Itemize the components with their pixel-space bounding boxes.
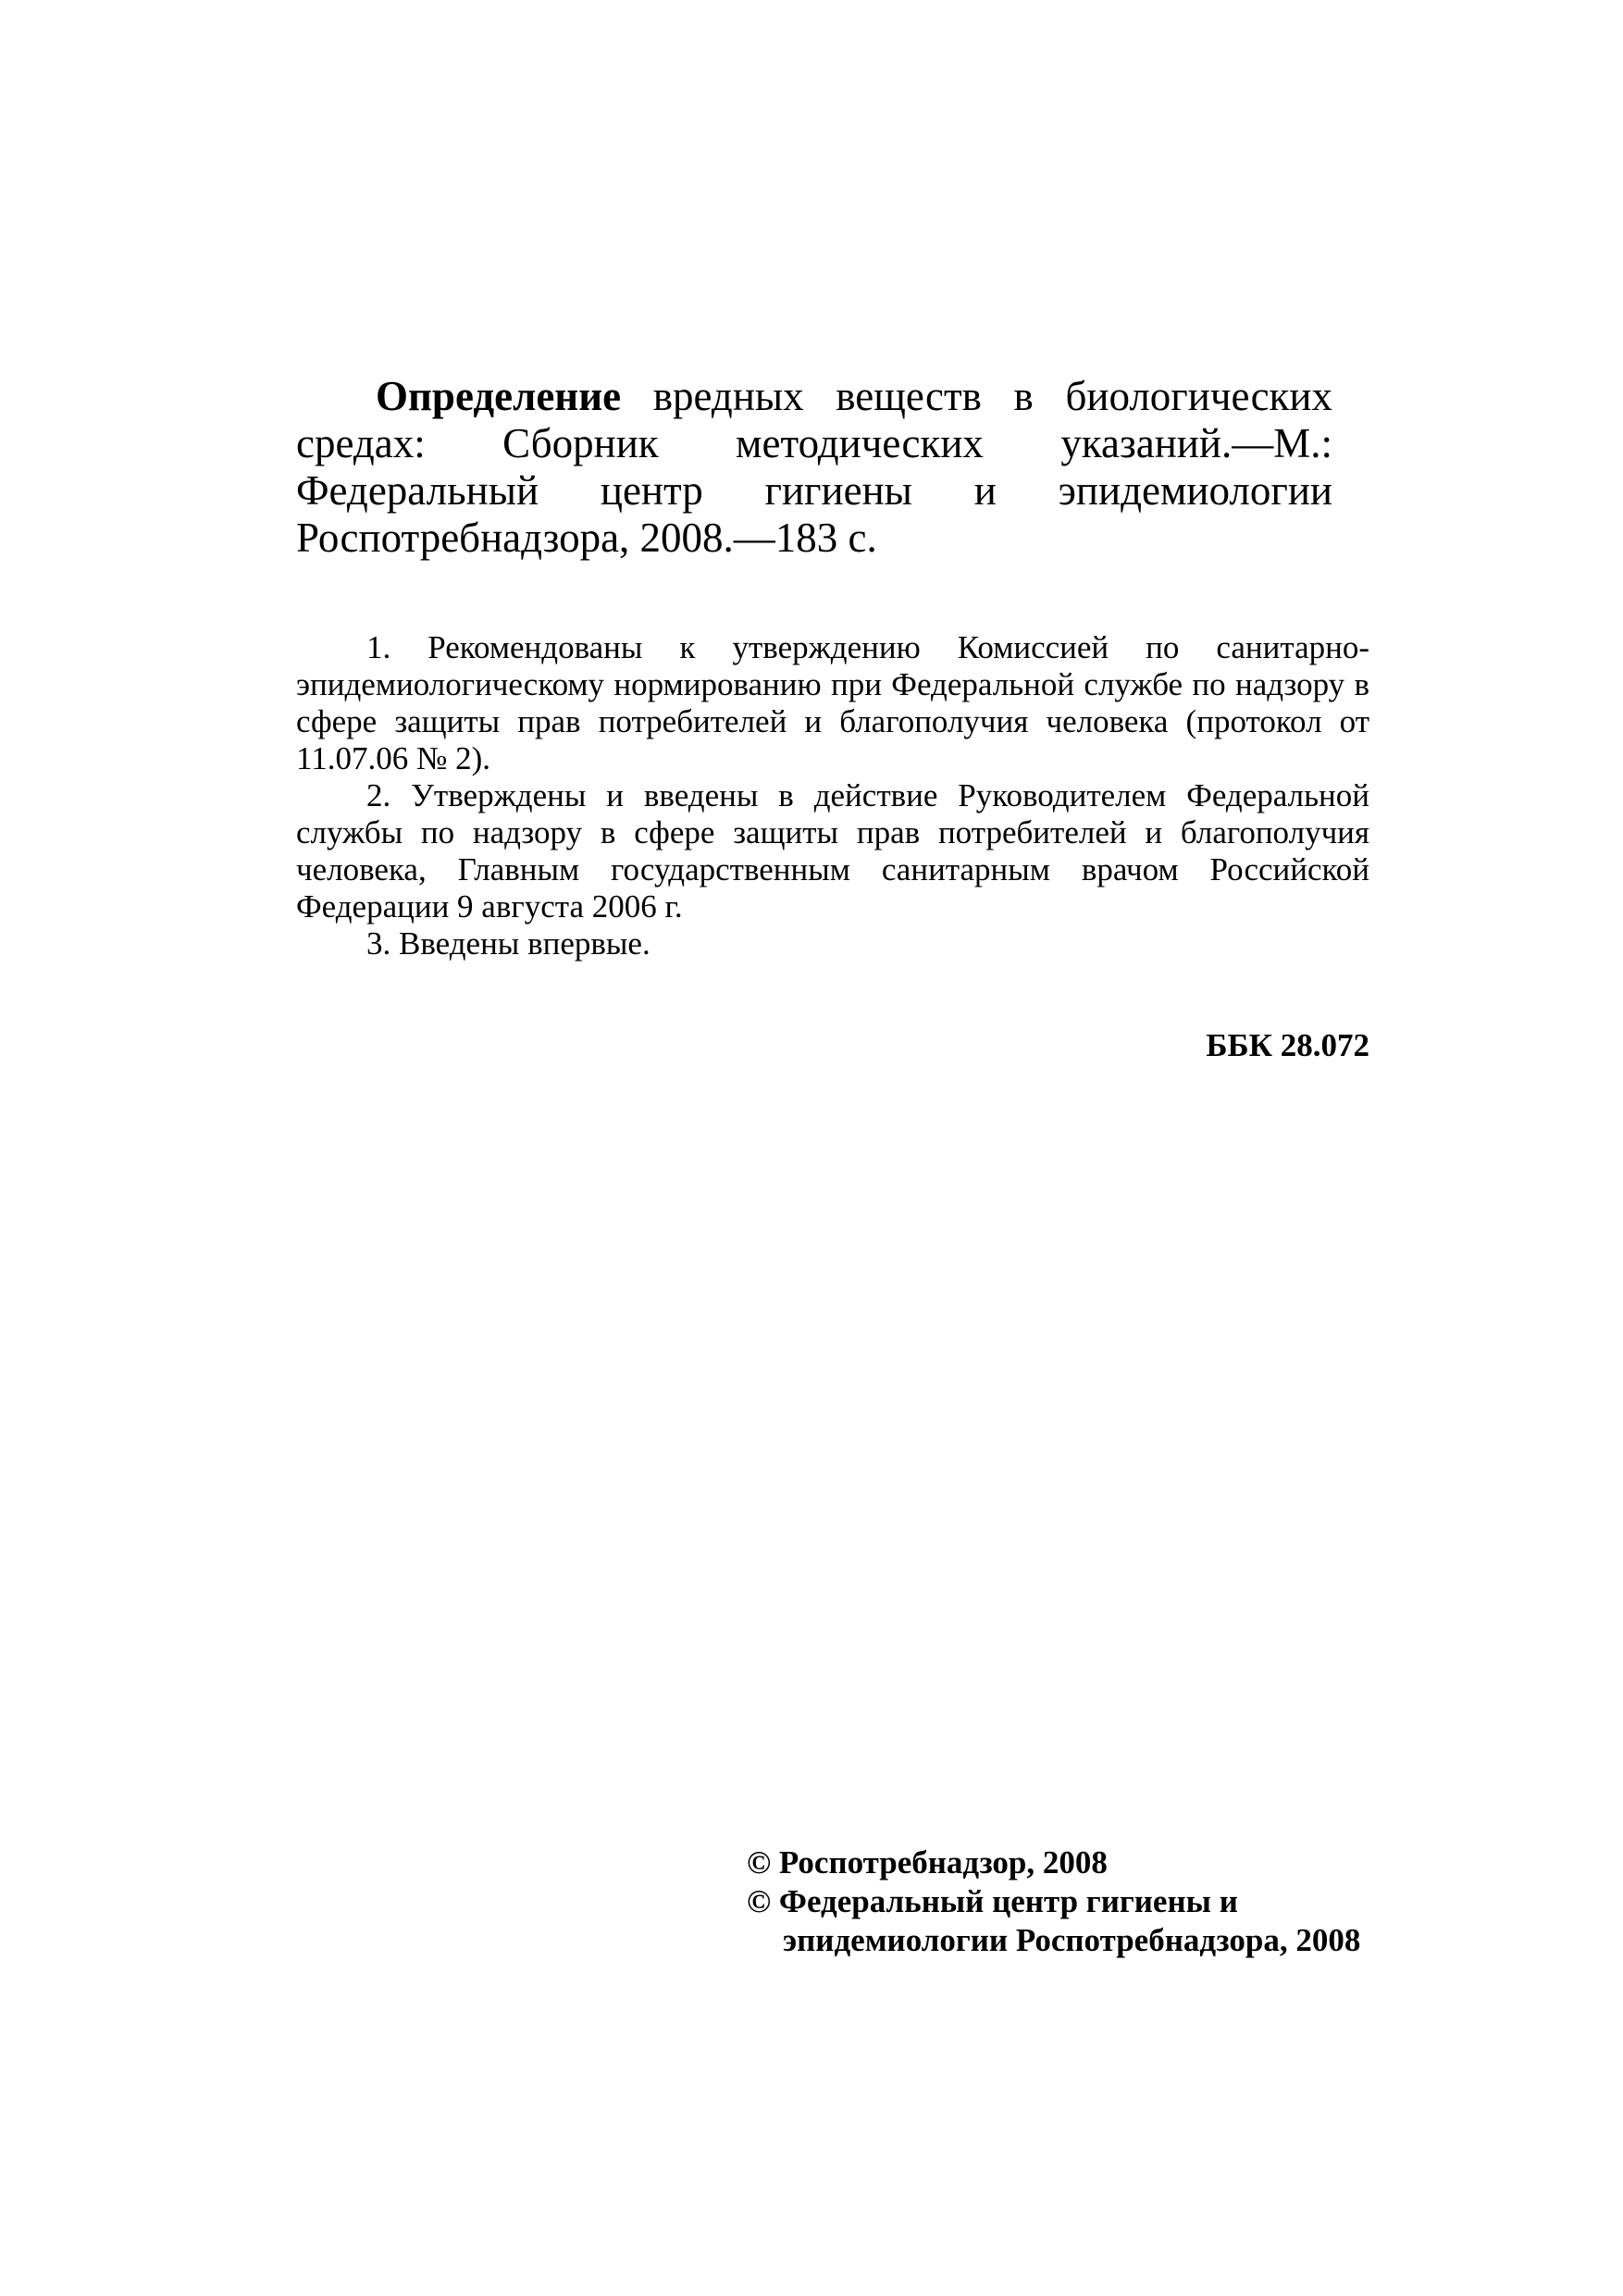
note-item-3: 3. Введены впервые. xyxy=(366,925,650,962)
copyright-line-1: © Роспотребнадзор, 2008 xyxy=(747,1844,1108,1880)
note-item-2: 2. Утверждены и введены в действие Руководителем Федеральной службы по надзору в сфере защиты прав потребителей и благополучия человека, Главным государственным санитарным врачом Российской Федерации 9 августа 2006 г. xyxy=(296,777,1369,925)
citation-bold-title: Определение xyxy=(376,373,622,419)
copyright-block xyxy=(747,1843,1394,1960)
note-item-1: 1. Рекомендованы к утверждению Комиссией по санитарно-эпидемиологическому нормированию при Федеральной службе по надзору в сфере защиты прав потребителей и благополучия человека (протокол от 11.07.06 № 2). xyxy=(296,629,1369,776)
citation-text: вредных веществ в биологических средах: Сборник методических указаний.—М.: Федеральный центр гигиены и эпидемиологии Роспотребнадзора, 2008.—183 с. xyxy=(296,373,1332,561)
bbk-classification: ББК 28.072 xyxy=(1206,1027,1369,1063)
copyright-line-2: © Федеральный центр гигиены и xyxy=(747,1883,1238,1919)
approval-notes xyxy=(296,629,1369,962)
bibliographic-citation xyxy=(296,373,1332,562)
copyright-line-3: эпидемиологии Роспотребнадзора, 2008 xyxy=(783,1922,1361,1958)
